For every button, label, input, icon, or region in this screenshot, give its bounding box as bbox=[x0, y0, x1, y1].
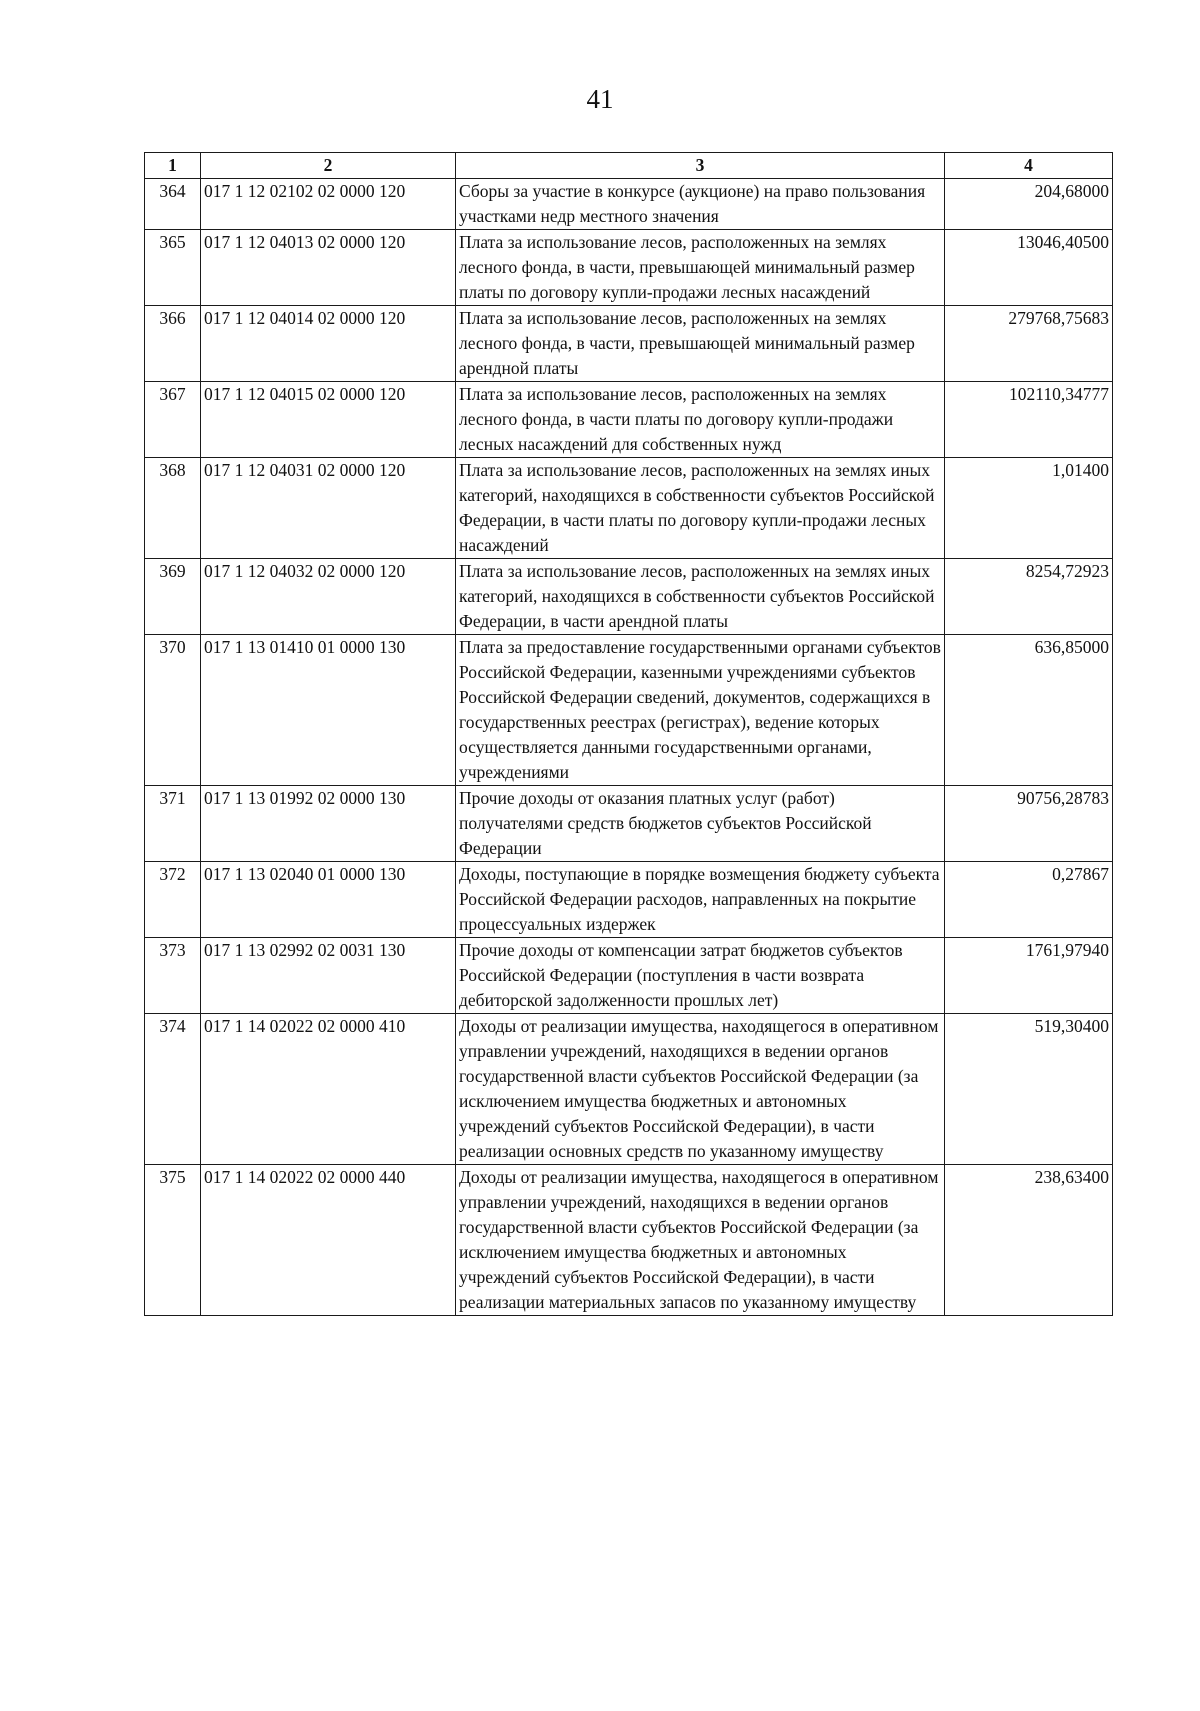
budget-code: 017 1 12 04014 02 0000 120 bbox=[201, 306, 456, 382]
revenue-description: Доходы от реализации имущества, находящегося в оперативном управлении учреждений, находящихся в ведении органов государственной власти субъектов Российской Федерации (за исключением имущества бюджетных и автономных учреждений субъектов Российской Федерации), в части реализации основных средств по указанному имуществу bbox=[456, 1014, 945, 1165]
amount: 519,30400 bbox=[945, 1014, 1113, 1165]
header-col-3: 3 bbox=[456, 153, 945, 179]
table-row bbox=[145, 458, 1113, 559]
table-row bbox=[145, 179, 1113, 230]
header-col-4: 4 bbox=[945, 153, 1113, 179]
revenue-description: Прочие доходы от компенсации затрат бюджетов субъектов Российской Федерации (поступления в части возврата дебиторской задолженности прошлых лет) bbox=[456, 938, 945, 1014]
row-number: 367 bbox=[145, 382, 201, 458]
revenue-description: Плата за использование лесов, расположенных на землях иных категорий, находящихся в собственности субъектов Российской Федерации, в части арендной платы bbox=[456, 559, 945, 635]
header-col-1: 1 bbox=[145, 153, 201, 179]
budget-code: 017 1 12 04015 02 0000 120 bbox=[201, 382, 456, 458]
revenue-description: Доходы от реализации имущества, находящегося в оперативном управлении учреждений, находящихся в ведении органов государственной власти субъектов Российской Федерации (за исключением имущества бюджетных и автономных учреждений субъектов Российской Федерации), в части реализации материальных запасов по указанному имуществу bbox=[456, 1165, 945, 1316]
amount: 90756,28783 bbox=[945, 786, 1113, 862]
table-row bbox=[145, 1014, 1113, 1165]
amount: 8254,72923 bbox=[945, 559, 1113, 635]
revenue-table bbox=[144, 152, 1113, 1316]
table-row bbox=[145, 382, 1113, 458]
row-number: 375 bbox=[145, 1165, 201, 1316]
amount: 279768,75683 bbox=[945, 306, 1113, 382]
revenue-description: Плата за использование лесов, расположенных на землях лесного фонда, в части платы по договору купли-продажи лесных насаждений для собственных нужд bbox=[456, 382, 945, 458]
budget-code: 017 1 13 01410 01 0000 130 bbox=[201, 635, 456, 786]
amount: 1,01400 bbox=[945, 458, 1113, 559]
amount: 238,63400 bbox=[945, 1165, 1113, 1316]
table-row bbox=[145, 938, 1113, 1014]
revenue-description: Плата за использование лесов, расположенных на землях лесного фонда, в части, превышающей минимальный размер платы по договору купли-продажи лесных насаждений bbox=[456, 230, 945, 306]
table-row bbox=[145, 306, 1113, 382]
amount: 636,85000 bbox=[945, 635, 1113, 786]
budget-code: 017 1 12 02102 02 0000 120 bbox=[201, 179, 456, 230]
row-number: 364 bbox=[145, 179, 201, 230]
amount: 1761,97940 bbox=[945, 938, 1113, 1014]
revenue-description: Плата за использование лесов, расположенных на землях лесного фонда, в части, превышающей минимальный размер арендной платы bbox=[456, 306, 945, 382]
revenue-description: Плата за использование лесов, расположенных на землях иных категорий, находящихся в собственности субъектов Российской Федерации, в части платы по договору купли-продажи лесных насаждений bbox=[456, 458, 945, 559]
budget-code: 017 1 14 02022 02 0000 440 bbox=[201, 1165, 456, 1316]
revenue-description: Сборы за участие в конкурсе (аукционе) на право пользования участками недр местного значения bbox=[456, 179, 945, 230]
table-row bbox=[145, 635, 1113, 786]
row-number: 373 bbox=[145, 938, 201, 1014]
table-header-row bbox=[145, 153, 1113, 179]
table-row bbox=[145, 230, 1113, 306]
table-row bbox=[145, 559, 1113, 635]
revenue-description: Прочие доходы от оказания платных услуг (работ) получателями средств бюджетов субъектов Российской Федерации bbox=[456, 786, 945, 862]
row-number: 374 bbox=[145, 1014, 201, 1165]
page-number: 41 bbox=[586, 84, 614, 114]
amount: 0,27867 bbox=[945, 862, 1113, 938]
budget-code: 017 1 13 02992 02 0031 130 bbox=[201, 938, 456, 1014]
budget-code: 017 1 12 04031 02 0000 120 bbox=[201, 458, 456, 559]
revenue-description: Доходы, поступающие в порядке возмещения бюджету субъекта Российской Федерации расходов, направленных на покрытие процессуальных издержек bbox=[456, 862, 945, 938]
amount: 102110,34777 bbox=[945, 382, 1113, 458]
budget-code: 017 1 13 02040 01 0000 130 bbox=[201, 862, 456, 938]
revenue-description: Плата за предоставление государственными органами субъектов Российской Федерации, казенными учреждениями субъектов Российской Федерации сведений, документов, содержащихся в государственных реестрах (регистрах), ведение которых осуществляется данными государственными органами, учреждениями bbox=[456, 635, 945, 786]
table-row bbox=[145, 1165, 1113, 1316]
budget-code: 017 1 12 04032 02 0000 120 bbox=[201, 559, 456, 635]
amount: 204,68000 bbox=[945, 179, 1113, 230]
table-row bbox=[145, 862, 1113, 938]
row-number: 371 bbox=[145, 786, 201, 862]
row-number: 369 bbox=[145, 559, 201, 635]
row-number: 372 bbox=[145, 862, 201, 938]
row-number: 366 bbox=[145, 306, 201, 382]
amount: 13046,40500 bbox=[945, 230, 1113, 306]
budget-code: 017 1 14 02022 02 0000 410 bbox=[201, 1014, 456, 1165]
budget-code: 017 1 12 04013 02 0000 120 bbox=[201, 230, 456, 306]
header-col-2: 2 bbox=[201, 153, 456, 179]
table-row bbox=[145, 786, 1113, 862]
row-number: 370 bbox=[145, 635, 201, 786]
row-number: 368 bbox=[145, 458, 201, 559]
row-number: 365 bbox=[145, 230, 201, 306]
budget-code: 017 1 13 01992 02 0000 130 bbox=[201, 786, 456, 862]
